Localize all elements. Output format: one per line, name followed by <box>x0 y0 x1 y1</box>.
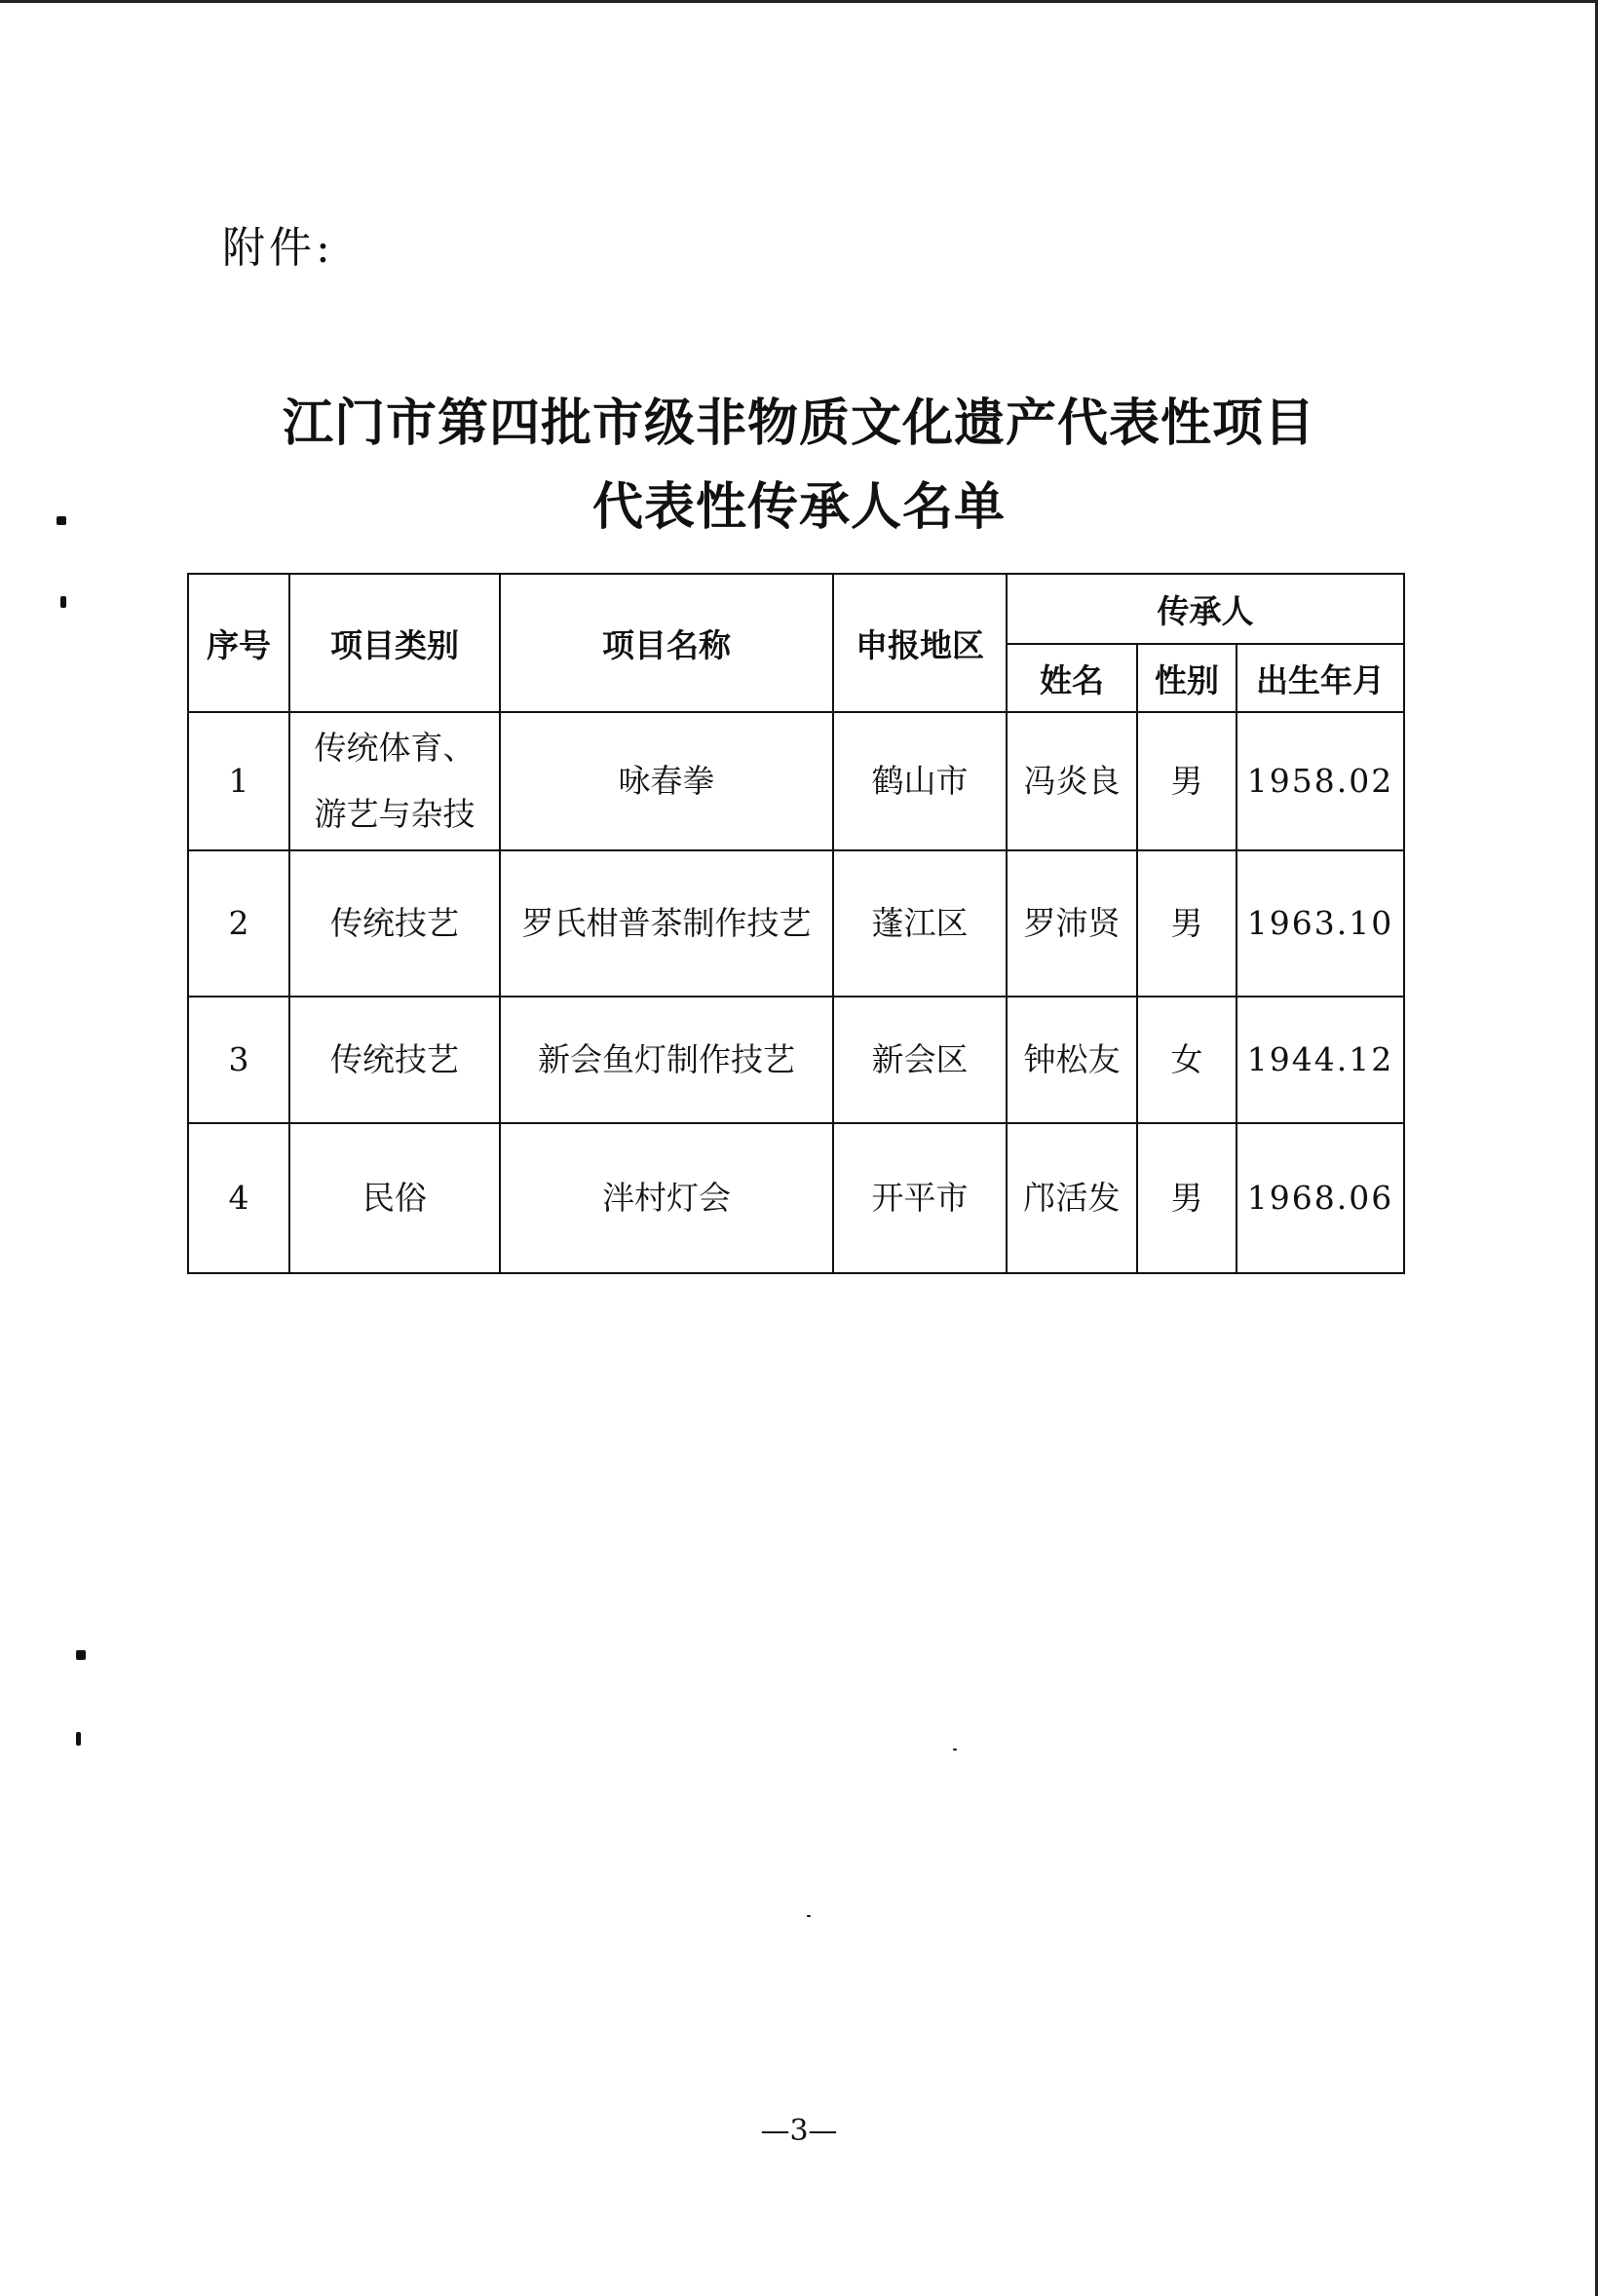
cell-region: 开平市 <box>833 1123 1007 1273</box>
scan-speck <box>57 516 66 525</box>
cell-project: 罗氏柑普茶制作技艺 <box>500 850 833 997</box>
cell-gender: 女 <box>1137 997 1237 1123</box>
cell-category: 传统体育、游艺与杂技 <box>289 712 500 850</box>
header-name: 姓名 <box>1007 644 1137 712</box>
inheritor-table <box>187 573 1405 1274</box>
scan-speck <box>60 596 66 608</box>
cell-category: 传统技艺 <box>289 850 500 997</box>
cell-category: 传统技艺 <box>289 997 500 1123</box>
header-project: 项目名称 <box>500 574 833 712</box>
header-gender: 性别 <box>1137 644 1237 712</box>
table-row <box>188 1123 1404 1273</box>
table-row <box>188 850 1404 997</box>
table-row <box>188 712 1404 850</box>
header-category: 项目类别 <box>289 574 500 712</box>
cell-name: 冯炎良 <box>1007 712 1137 850</box>
cell-index: 4 <box>188 1123 289 1273</box>
attachment-label: 附件: <box>222 223 334 273</box>
cell-index: 3 <box>188 997 289 1123</box>
cell-name: 钟松友 <box>1007 997 1137 1123</box>
cell-name: 罗沛贤 <box>1007 850 1137 997</box>
cell-index: 2 <box>188 850 289 997</box>
cell-region: 鹤山市 <box>833 712 1007 850</box>
header-region: 申报地区 <box>833 574 1007 712</box>
scan-speck <box>953 1749 957 1750</box>
cell-region: 蓬江区 <box>833 850 1007 997</box>
table-row <box>188 997 1404 1123</box>
scan-speck <box>76 1732 81 1746</box>
header-index: 序号 <box>188 574 289 712</box>
scan-speck <box>807 1915 811 1917</box>
header-inheritor-group: 传承人 <box>1007 574 1404 644</box>
cell-project: 泮村灯会 <box>500 1123 833 1273</box>
cell-birth: 1944.12 <box>1237 997 1404 1123</box>
cell-birth: 1963.10 <box>1237 850 1404 997</box>
table-header-row <box>188 574 1404 644</box>
header-birth: 出生年月 <box>1237 644 1404 712</box>
scan-speck <box>76 1650 86 1660</box>
cell-birth: 1968.06 <box>1237 1123 1404 1273</box>
cell-gender: 男 <box>1137 850 1237 997</box>
document-title-line1: 江门市第四批市级非物质文化遗产代表性项目 <box>282 395 1315 453</box>
document-title-line2: 代表性传承人名单 <box>591 478 1006 537</box>
cell-project: 新会鱼灯制作技艺 <box>500 997 833 1123</box>
cell-project: 咏春拳 <box>500 712 833 850</box>
cell-region: 新会区 <box>833 997 1007 1123</box>
cell-gender: 男 <box>1137 1123 1237 1273</box>
cell-category: 民俗 <box>289 1123 500 1273</box>
cell-index: 1 <box>188 712 289 850</box>
page-edge-top <box>0 0 1598 3</box>
cell-gender: 男 <box>1137 712 1237 850</box>
page-number: —3— <box>760 2114 838 2148</box>
cell-name: 邝活发 <box>1007 1123 1137 1273</box>
cell-birth: 1958.02 <box>1237 712 1404 850</box>
